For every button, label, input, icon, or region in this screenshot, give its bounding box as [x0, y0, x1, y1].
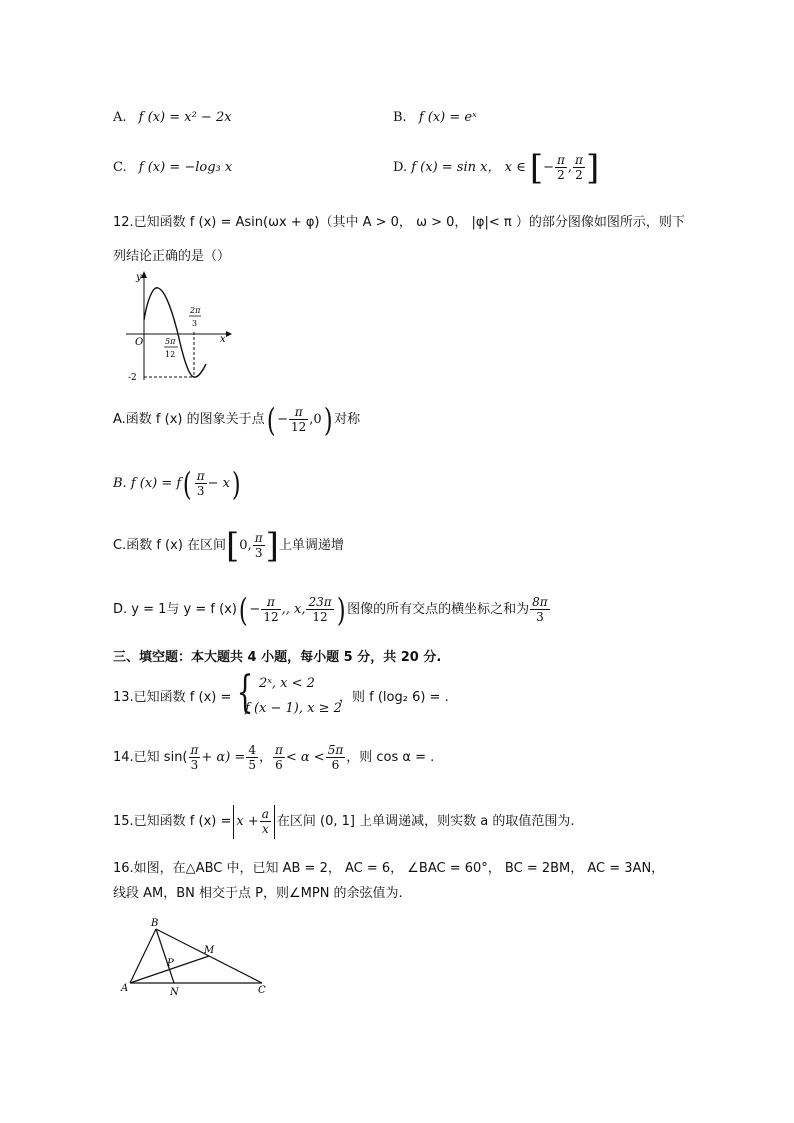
- q14-den4: 6: [331, 758, 340, 772]
- q12-c-pre: C.函数 f (x) 在区间: [113, 538, 227, 553]
- q11-option-d-label: D.: [393, 160, 408, 175]
- q14-pre: 14.已知 sin(: [113, 750, 188, 765]
- graph-y-arrow: [141, 271, 147, 278]
- graph-tick-2pi3-den: 3: [192, 319, 198, 328]
- q12-d-post: 图像的所有交点的横坐标之和为: [347, 602, 530, 617]
- q11-d-frac1-num: π: [557, 153, 565, 167]
- q14-den3: 6: [275, 758, 283, 772]
- q12-b-num: π: [196, 469, 205, 483]
- point-c-label: C: [258, 985, 266, 996]
- q13-pre: 13.已知函数 f (x) =: [113, 690, 232, 705]
- point-b-label: B: [151, 918, 159, 929]
- q11-option-c-label: C.: [113, 160, 127, 175]
- q12-option-a: A.函数 f (x) 的图象关于点( − $\frac{\pi}{12}$ ,0) 对称: [113, 400, 361, 439]
- q12-option-c: C.函数 f (x) 在区间[0, $\frac{\pi}{3}$ ]上单调递增: [113, 525, 344, 566]
- q11-option-c-text: f (x) = −log₃ x: [138, 160, 233, 175]
- q12-d-num1: π: [261, 595, 280, 610]
- q14-post: ，则 cos α = .: [346, 750, 435, 765]
- q14: [113, 738, 434, 778]
- q11-option-b-text: f (x) = eˣ: [418, 110, 477, 125]
- q12-c-post: 上单调递增: [278, 538, 344, 553]
- q16-line2: 线段 AM，BN 相交于点 P，则∠MPN 的余弦值为.: [113, 886, 403, 901]
- graph-origin-label: O: [135, 337, 144, 348]
- graph-y-label: y: [136, 272, 142, 283]
- q12-a-num: π: [289, 405, 308, 420]
- q12-d-den1: 12: [263, 610, 279, 624]
- q11-option-c: [113, 158, 232, 178]
- q11-option-a: [113, 108, 232, 128]
- q13-case1: 2ˣ, x < 2: [259, 676, 315, 691]
- point-m-label: M: [204, 945, 215, 956]
- q11-option-b-label: B.: [393, 110, 407, 125]
- q11-option-b: [393, 108, 477, 128]
- q15-den: x: [261, 822, 269, 836]
- q14-num2: 4: [248, 743, 256, 757]
- q12-d-mid: ,, x,: [281, 602, 306, 617]
- q14-num4: 5π: [327, 743, 344, 757]
- q12-option-b: B. f (x) = f( $\frac{\pi}{3}$ − x): [113, 464, 241, 503]
- q15: [113, 802, 575, 842]
- q14-mid3: < α <: [285, 750, 325, 765]
- q12-d-den3: 3: [536, 610, 544, 624]
- q14-num1: π: [190, 743, 199, 757]
- q15-x-plus: x +: [236, 814, 259, 829]
- q11-d-frac2-den: 2: [575, 168, 583, 182]
- graph-x-label: x: [220, 334, 226, 345]
- q12-b-den: 3: [196, 484, 205, 498]
- q14-den1: 3: [190, 758, 199, 772]
- q12-b-pre: B. f (x) = f: [113, 476, 182, 491]
- q11-option-d: D. f (x) = sin x， x ∈ [− $\frac{\pi}{2}$ , $\frac{\pi}{2}$ ]: [393, 147, 600, 188]
- point-p-label: P: [167, 958, 174, 969]
- q16-triangle-figure: [118, 915, 278, 1000]
- q11-option-d-minus: −: [543, 160, 555, 175]
- q15-post: 在区间 (0, 1] 上单调递减，则实数 a 的取值范围为.: [276, 814, 575, 829]
- q12-b-post: − x: [207, 476, 230, 491]
- q12-a-den: 12: [291, 420, 307, 434]
- q11-option-a-label: A.: [113, 110, 127, 125]
- q15-pre: 15.已知函数 f (x) =: [113, 814, 232, 829]
- graph-tick-2pi3-num: 2π: [190, 306, 201, 315]
- q15-num: a: [261, 807, 269, 821]
- q11-d-frac1-den: 2: [557, 168, 565, 182]
- q12-sine-graph: [118, 268, 238, 386]
- q11-d-frac2-num: π: [575, 153, 583, 167]
- graph-x-arrow: [226, 331, 232, 337]
- q14-num3: π: [274, 743, 283, 757]
- q13-post: ，则 f (log₂ 6) = .: [339, 690, 449, 705]
- section3-title: 三、填空题：本大题共 4 小题，每小题 5 分，共 20 分.: [113, 650, 442, 665]
- q12-d-den2: 12: [312, 610, 328, 624]
- q12-c-den: 3: [254, 546, 263, 560]
- graph-min-label: -2: [128, 373, 137, 383]
- q12-d-num3: 8π: [532, 595, 548, 609]
- q12-a-post: 对称: [334, 412, 361, 427]
- q14-mid1: + α) =: [201, 750, 246, 765]
- q16-line1: 16.如图，在△ABC 中，已知 AB = 2， AC = 6， ∠BAC = 60°， BC = 2BM， AC = 3AN，: [113, 861, 665, 876]
- graph-curve: [144, 288, 206, 377]
- q12-c-num: π: [254, 531, 263, 545]
- q13-case2: f (x − 1), x ≥ 2: [245, 701, 342, 716]
- q11-option-a-text: f (x) = x² − 2x: [138, 110, 232, 125]
- q12-stem-line1: 12.已知函数 f (x) = Asin(ωx + φ)（其中 A > 0， ω > 0， |φ|< π ）的部分图像如图所示，则下: [113, 215, 685, 230]
- point-a-label: A: [121, 983, 129, 994]
- q12-d-pre: D. y = 1与 y = f (x): [113, 602, 237, 617]
- q11-option-d-text: f (x) = sin x， x ∈: [411, 160, 526, 175]
- point-n-label: N: [170, 987, 179, 998]
- q14-mid2: ，: [258, 750, 272, 765]
- graph-tick-5pi12-den: 12: [165, 350, 176, 359]
- q12-stem-line2: 列结论正确的是（）: [113, 249, 231, 264]
- graph-tick-5pi12-num: 5π: [165, 337, 176, 346]
- q12-option-d: D. y = 1与 y = f (x)( − $\frac{\pi}{12}$ ,, x, $\frac{23\pi}{12}$ ) 图像的所有交点的横坐标之和为 $\frac{8\pi}{3}$: [113, 590, 548, 629]
- q14-den2: 5: [248, 758, 256, 772]
- q12-a-pre: A.函数 f (x) 的图象关于点: [113, 412, 265, 427]
- q12-d-num2: 23π: [308, 595, 332, 609]
